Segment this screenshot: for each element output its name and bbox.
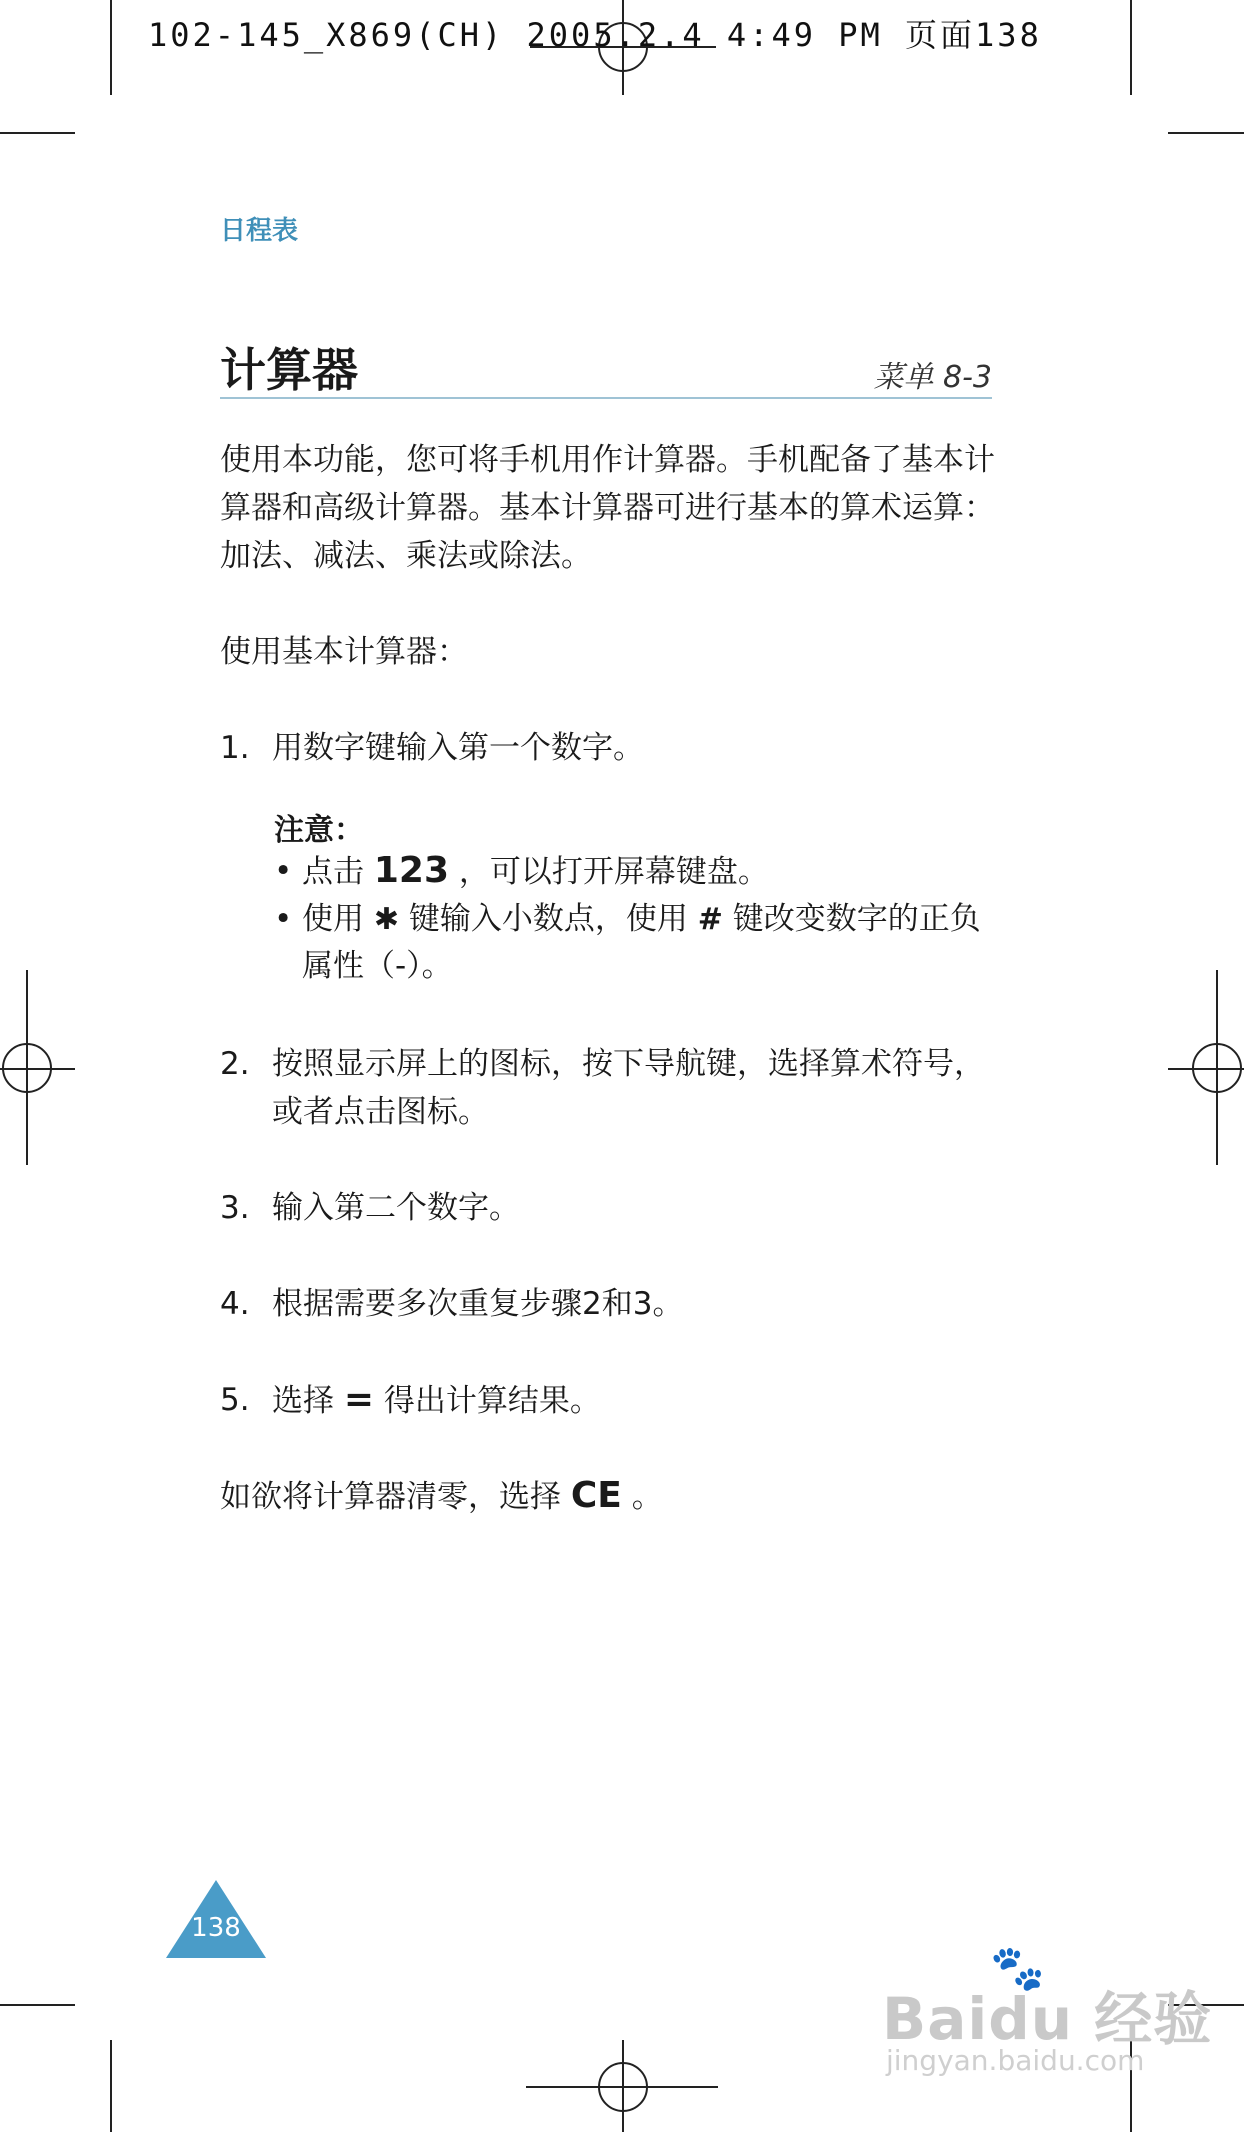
print-header: 102-145_X869(CH) 2005.2.4 4:49 PM 页面138 [148,16,1042,54]
crop-mark [110,2040,112,2132]
step-number: 3. [220,1190,250,1226]
step-text: 选择 [272,1383,334,1419]
registration-mark [1192,1043,1242,1093]
step-text: 输入第二个数字。 [272,1190,520,1226]
step-2 [220,1040,1000,1136]
key-ce: CE [570,1475,622,1516]
step-text: 根据需要多次重复步骤2和3。 [272,1286,684,1322]
hash-key-icon: # [697,902,723,937]
key-equals: = [343,1379,375,1420]
crop-mark [1168,132,1244,134]
page-title: 计算器 [220,343,358,397]
step-text: 用数字键输入第一个数字。 [272,730,644,766]
crop-mark [0,132,75,134]
step-number: 1. [220,730,250,766]
star-key-icon: ✱ [373,902,399,937]
bullet-text: 键输入小数点，使用 [408,901,688,937]
intro-paragraph: 使用本功能，您可将手机用作计算器。手机配备了基本计算器和高级计算器。基本计算器可进行基本的算术运算：加法、减法、乘法或除法。 [220,442,995,574]
watermark-url: jingyan.baidu.com [886,2044,1145,2077]
bullet-text: 使用 [302,901,364,937]
step-text: 得出计算结果。 [383,1383,601,1419]
watermark-logo: Baidu 经验 [882,1985,1213,2053]
bullet-text: 键改变数字的正负属性（-）。 [302,901,981,984]
subheading: 使用基本计算器： [220,634,468,670]
crop-mark [1130,0,1132,95]
step-1 [220,724,1000,772]
bullet-text: ，可以打开屏幕键盘。 [458,854,769,890]
key-123: 123 [373,850,450,891]
section-label: 日程表 [220,216,299,246]
step-5 [220,1376,1000,1425]
step-number: 2. [220,1046,250,1082]
title-divider [220,397,992,399]
clear-text: 。 [631,1479,663,1515]
bullet-dot: • [274,901,293,937]
note-bullet-2 [274,896,994,989]
clear-paragraph [220,1472,1000,1521]
note-title: 注意： [274,813,364,848]
registration-mark [598,2062,648,2112]
page-number: 138 [191,1913,241,1943]
step-number: 5. [220,1382,250,1418]
clear-text: 如欲将计算器清零，选择 [220,1479,561,1515]
note-bullet-1 [274,848,994,895]
registration-mark [2,1043,52,1093]
menu-reference: 菜单 8-3 [873,360,992,395]
step-text: 按照显示屏上的图标，按下导航键，选择算术符号，或者点击图标。 [272,1046,985,1130]
step-number: 4. [220,1286,250,1322]
crop-mark [0,2004,75,2006]
crop-mark [110,0,112,95]
bullet-text: 点击 [302,854,364,890]
step-3 [220,1184,1000,1232]
bullet-dot: • [274,853,293,889]
step-4 [220,1280,1000,1328]
paw-logo-icon: 🐾 [990,1943,1045,1994]
